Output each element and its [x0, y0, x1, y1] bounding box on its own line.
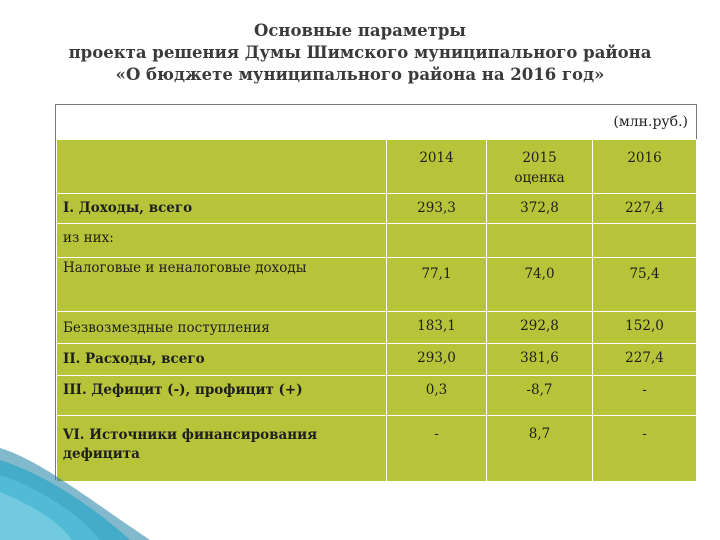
cell-value: 77,1 — [387, 258, 487, 312]
unit-label: (млн.руб.) — [613, 114, 688, 130]
header-2014-text: 2014 — [419, 150, 454, 166]
cell-value: 293,0 — [387, 344, 487, 376]
cell-value: 8,7 — [487, 416, 593, 482]
cell-value: -8,7 — [487, 376, 593, 416]
header-row — [57, 140, 697, 194]
cell-value: 152,0 — [593, 312, 697, 344]
table-row — [57, 312, 697, 344]
cell-value — [487, 224, 593, 258]
title-line-1: Основные параметры — [254, 21, 466, 40]
cell-value: 0,3 — [387, 376, 487, 416]
row-label: VI. Источники финансирования дефицита — [57, 416, 387, 482]
decorative-wave — [0, 430, 180, 540]
header-2016-text: 2016 — [627, 150, 662, 166]
cell-value: - — [387, 416, 487, 482]
table-row — [57, 258, 697, 312]
row-label: Безвозмездные поступления — [57, 312, 387, 344]
cell-value: 381,6 — [487, 344, 593, 376]
table-row — [57, 344, 697, 376]
table-row — [57, 194, 697, 224]
cell-value: 227,4 — [593, 194, 697, 224]
cell-value: - — [593, 416, 697, 482]
cell-value: - — [593, 376, 697, 416]
row-label: из них: — [57, 224, 387, 258]
row-label: II. Расходы, всего — [57, 344, 387, 376]
cell-value: 74,0 — [487, 258, 593, 312]
table-frame — [55, 104, 697, 480]
cell-value: 293,3 — [387, 194, 487, 224]
table-row — [57, 376, 697, 416]
cell-value — [387, 224, 487, 258]
table-row — [57, 224, 697, 258]
row-label: Налоговые и неналоговые доходы — [57, 258, 387, 312]
row-label: III. Дефицит (-), профицит (+) — [57, 376, 387, 416]
header-2015-year: 2015 — [522, 150, 557, 166]
title-line-2: проекта решения Думы Шимского муниципального района — [68, 43, 652, 62]
cell-value: 183,1 — [387, 312, 487, 344]
cell-value: 75,4 — [593, 258, 697, 312]
header-empty-cell — [57, 140, 387, 194]
header-cell-2014 — [387, 140, 487, 194]
header-cell-2015 — [487, 140, 593, 194]
page-title — [0, 20, 720, 86]
title-line-3: «О бюджете муниципального района на 2016 год» — [115, 65, 605, 84]
cell-value: 292,8 — [487, 312, 593, 344]
cell-value: 372,8 — [487, 194, 593, 224]
header-2015-note: оценка — [514, 170, 565, 186]
cell-value — [593, 224, 697, 258]
header-cell-2016 — [593, 140, 697, 194]
cell-value: 227,4 — [593, 344, 697, 376]
row-label: I. Доходы, всего — [57, 194, 387, 224]
